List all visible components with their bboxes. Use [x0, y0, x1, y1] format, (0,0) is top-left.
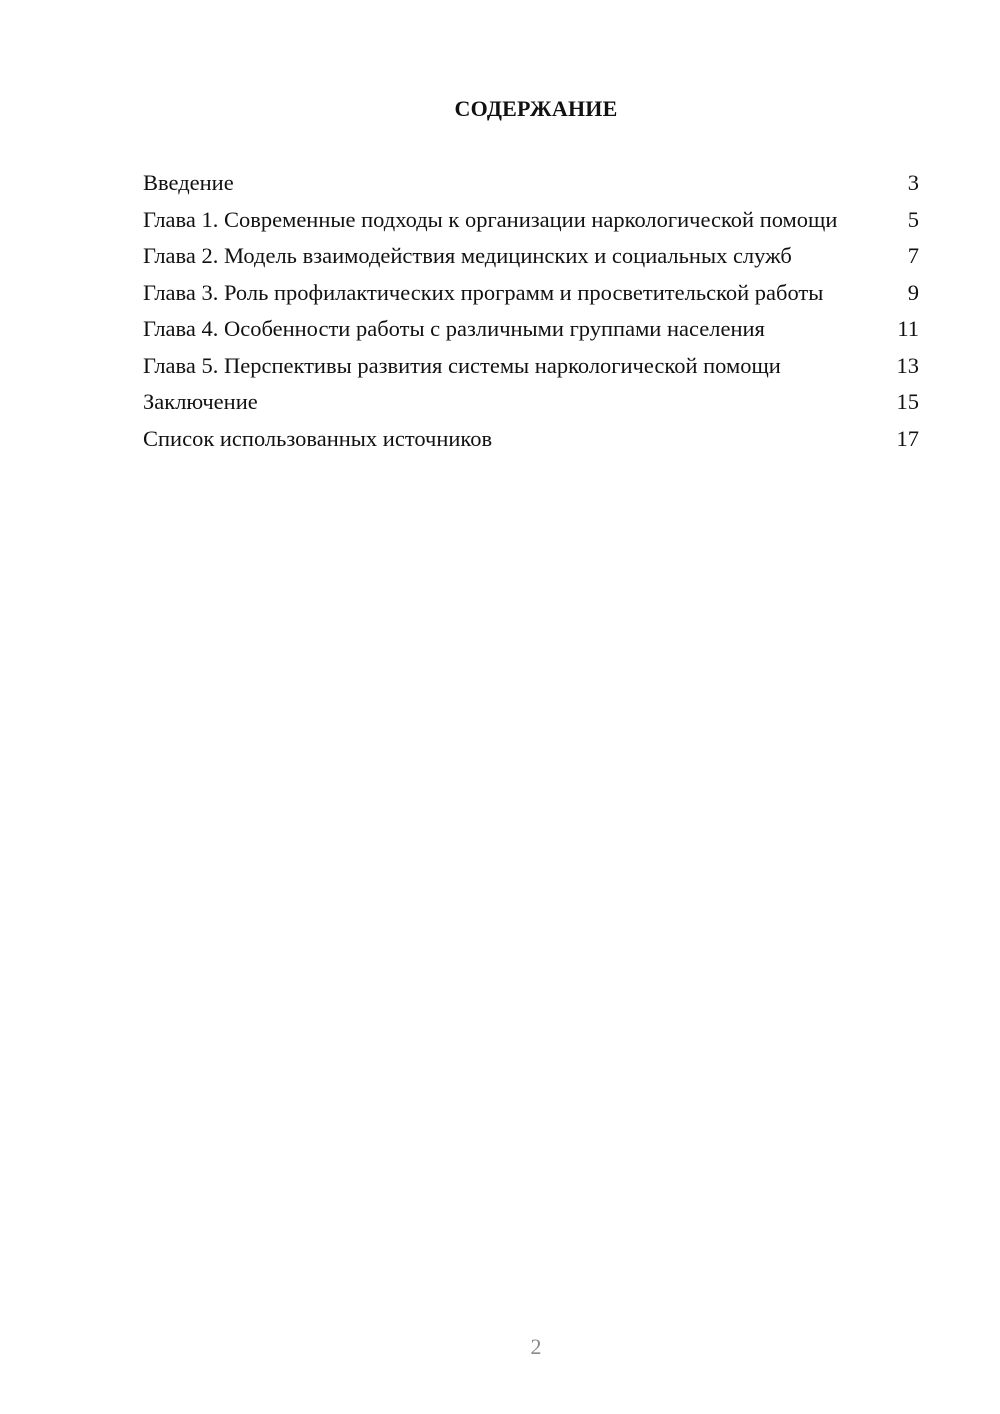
page-number: 2 — [530, 1334, 542, 1359]
toc-entry-text: Глава 3. Роль профилактических программ и просветительской работы — [143, 279, 824, 305]
toc-entry-text: Глава 1. Современные подходы к организации наркологической помощи — [143, 206, 838, 232]
toc-entry-chapter-2 — [143, 242, 919, 270]
table-of-contents — [143, 169, 919, 461]
toc-entry-chapter-4 — [143, 315, 919, 343]
toc-entry-chapter-3 — [143, 279, 919, 307]
toc-entry-text: Глава 2. Модель взаимодействия медицинских и социальных служб — [143, 243, 792, 268]
toc-entry-page: 13 — [896, 352, 919, 378]
toc-entry-chapter-5 — [143, 352, 919, 380]
toc-entry-references — [143, 425, 919, 453]
toc-entry-introduction — [143, 169, 919, 197]
toc-entry-page: 15 — [896, 389, 919, 414]
toc-entry-text: Заключение — [143, 389, 258, 414]
toc-entry-page: 7 — [907, 243, 919, 268]
toc-entry-text: Глава 4. Особенности работы с различными группами населения — [143, 316, 765, 341]
toc-entry-text: Список использованных источников — [143, 425, 493, 451]
page-title: СОДЕРЖАНИЕ — [454, 96, 618, 121]
toc-entry-page: 3 — [907, 170, 919, 195]
toc-entry-page: 9 — [907, 279, 919, 305]
toc-entry-page: 11 — [897, 316, 919, 341]
toc-entry-page: 5 — [907, 206, 919, 232]
toc-entry-conclusion — [143, 388, 919, 416]
toc-entry-text: Глава 5. Перспективы развития системы наркологической помощи — [143, 352, 781, 378]
toc-entry-page: 17 — [896, 425, 919, 451]
toc-entry-chapter-1 — [143, 206, 919, 234]
toc-entry-text: Введение — [143, 170, 234, 195]
